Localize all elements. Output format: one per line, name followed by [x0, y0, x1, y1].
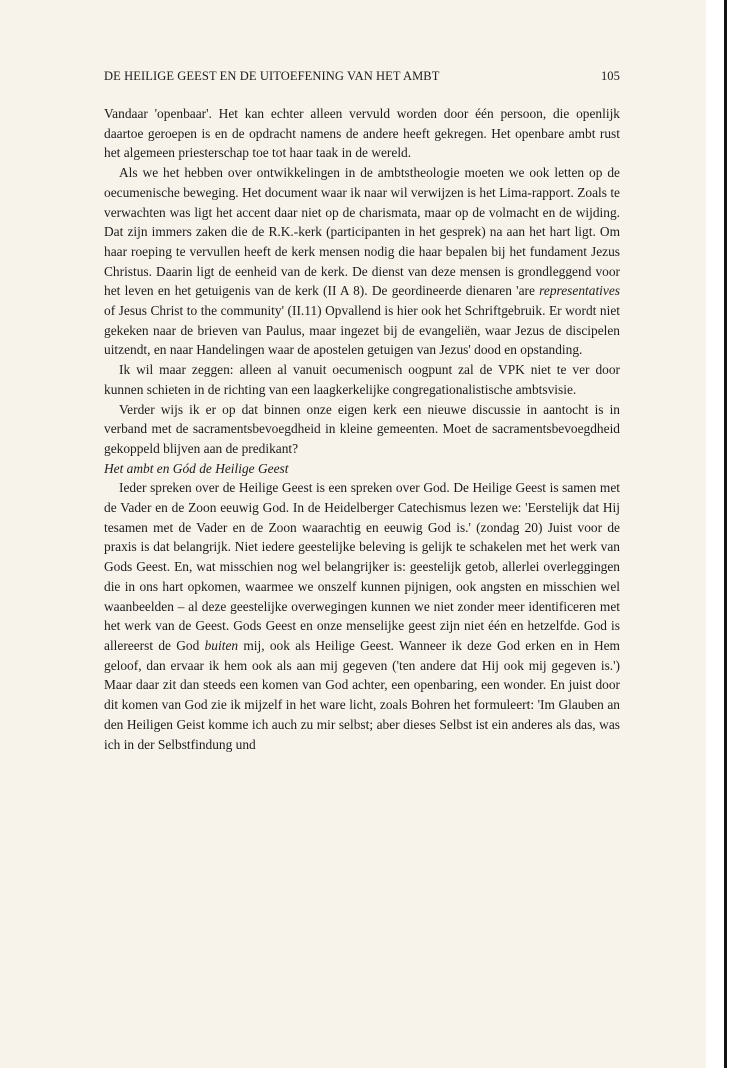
section-heading: Het ambt en Gód de Heilige Geest [104, 460, 289, 476]
paragraph: Ik wil maar zeggen: alleen al vanuit oecumenisch oogpunt zal de VPK niet te ver door kunnen schieten in de richting van een laagkerkelijke congregationalistische ambtsvisie. [104, 362, 620, 397]
page-edge-rule [724, 0, 727, 1068]
italic-term: representatives [539, 283, 620, 299]
paragraph [104, 163, 620, 360]
paragraph: Vandaar 'openbaar'. Het kan echter alleen vervuld worden door één persoon, die openlijk daartoe geroepen is en de opdracht namens de andere heeft gekregen. Het openbare ambt rust het algemeen priesterschap toe tot haar taak in de wereld. [104, 106, 620, 161]
paragraph: Verder wijs ik er op dat binnen onze eigen kerk een nieuwe discussie in aantocht is in verband met de sacramentsbevoegdheid in kleine gemeenten. Moet de sacramentsbevoegdheid gekoppeld blijven aan de predikant? [104, 401, 620, 456]
paragraph-text: of Jesus Christ to the community' (II.11) Opvallend is hier ook het Schriftgebruik. Er wordt niet gekeken naar de brieven van Paulus, maar ingezet bij de evangeliën, waar Jezus de discipelen uitzendt, en naar Handelingen waar de apostelen getuigen van Jezus' dood en opstanding. [104, 303, 620, 358]
paragraph-text: Als we het hebben over ontwikkelingen in de ambtstheologie moeten we ook letten op de oecumenische beweging. Het document waar ik naar wil verwijzen is het Lima-rapport. Zoals te verwachten was ligt het accent daar niet op de charismata, maar op de volmacht en de wijding. Dat zijn immers zaken die de R.K.-kerk (participanten in het gesprek) na aan het hart ligt. Om haar roeping te vervullen heeft de kerk mensen nodig die haar bepalen bij het fundament Jezus Christus. Daarin ligt de eenheid van de kerk. De dienst van deze mensen is grondleggend voor het leven en het getuigenis van de kerk (II A 8). De geordineerde dienaren 'are [104, 165, 620, 299]
italic-term: buiten [204, 637, 239, 653]
page-number: 105 [600, 69, 620, 83]
body-text [104, 104, 620, 754]
paragraph-text: Ieder spreken over de Heilige Geest is een spreken over God. De Heilige Geest is samen met de Vader en de Zoon eeuwig God. In de Heidelberger Catechismus lezen we: 'Eerstelijk dat Hij tesamen met de Vader en de Zoon waarachtig en eeuwig God is.' (zondag 20) Juist voor de praxis is dat belangrijk. Niet iedere geestelijke beleving is gelijk te schakelen met het werk van Gods Geest. En, wat misschien nog wel belangrijker is: geestelijk getob, allerlei overleggingen die in ons hart opkomen, waarmee we onszelf kunnen pijnigen, ook angsten en misschien wel waanbeelden – al deze geestelijke overwegingen kunnen we niet zonder meer identificeren met het werk van de Geest. Gods Geest en onze menselijke geest zijn niet één en hetzelfde. God is allereerst de God [104, 480, 620, 653]
running-title: DE HEILIGE GEEST EN DE UITOEFENING VAN HET AMBT [104, 69, 440, 83]
paragraph-text: mij, ook als Heilige Geest. Wanneer ik deze God erken en in Hem geloof, dan ervaar ik hem ook als aan mij gegeven ('ten andere dat Hij ook mij gegeven is.') Maar daar zit dan steeds een komen van God achter, een openbaring, een wonder. En juist door dit komen van God zie ik mijzelf in het ware licht, zoals Bohren het formuleert: 'Im Glauben an den Heiligen Geist komme ich auch zu mir selbst; aber dieses Selbst ist ein anderes als das, was ich in der Selbstfindung und [104, 637, 620, 752]
paragraph [104, 478, 620, 754]
